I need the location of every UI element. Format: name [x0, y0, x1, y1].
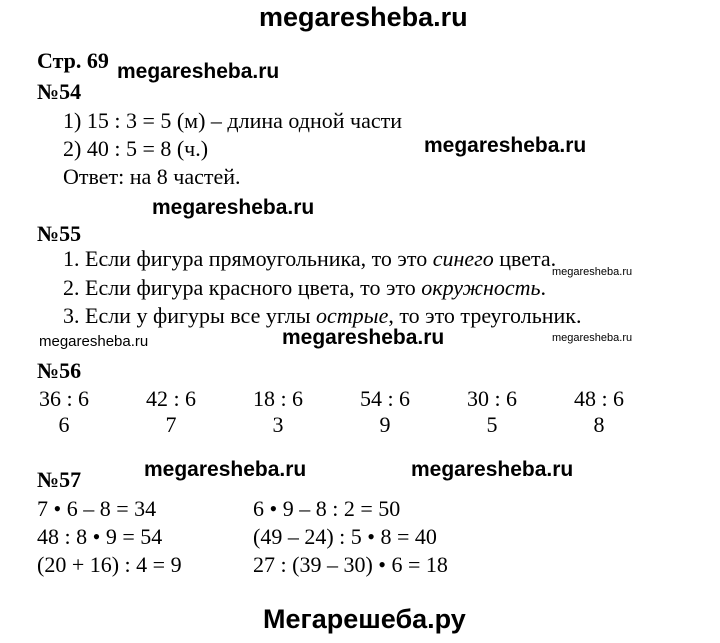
- watermark-ex55-right-2: megaresheba.ru: [552, 332, 633, 344]
- ex56-expr-1: 36 : 6: [38, 386, 90, 411]
- watermark-ex55-right-1: megaresheba.ru: [552, 266, 633, 278]
- watermark-ex57-b: megaresheba.ru: [411, 458, 574, 481]
- ex56-expr-2: 42 : 6: [145, 386, 197, 411]
- ex57-title: №57: [37, 467, 82, 492]
- ex56-result-1: 6: [58, 412, 70, 437]
- watermark-ex57-a: megaresheba.ru: [144, 458, 307, 481]
- ex57-left-3: (20 + 16) : 4 = 9: [37, 552, 182, 577]
- ex56-expr-3: 18 : 6: [252, 386, 304, 411]
- page-label: Стр. 69: [37, 48, 109, 73]
- ex55-item1: 1. Если фигура прямоугольника, то это синего цвета.: [63, 246, 557, 271]
- ex55-title: №55: [37, 221, 82, 246]
- ex54-answer: Ответ: на 8 частей.: [63, 164, 241, 189]
- ex57-right-1: 6 • 9 – 8 : 2 = 50: [253, 496, 401, 521]
- ex55-item2: 2. Если фигура красного цвета, то это окружность.: [63, 275, 547, 300]
- watermark-ex55-center: megaresheba.ru: [282, 326, 445, 349]
- watermark-bottom: Мегарешеба.ру: [263, 604, 466, 634]
- watermark-after-ex54: megaresheba.ru: [152, 196, 315, 219]
- ex56-result-3: 3: [272, 412, 284, 437]
- watermark-top: megaresheba.ru: [259, 2, 468, 32]
- ex56-result-2: 7: [165, 412, 177, 437]
- watermark-ex54-right: megaresheba.ru: [424, 134, 587, 157]
- ex56-result-5: 5: [486, 412, 498, 437]
- watermark-ex55-left: megaresheba.ru: [39, 333, 149, 350]
- ex54-line1: 1) 15 : 3 = 5 (м) – длина одной части: [63, 108, 402, 133]
- ex57-right-3: 27 : (39 – 30) • 6 = 18: [253, 552, 448, 577]
- ex57-right-2: (49 – 24) : 5 • 8 = 40: [253, 524, 437, 549]
- ex55-item3: 3. Если у фигуры все углы острые, то это треугольник.: [63, 303, 582, 328]
- watermark-header: megaresheba.ru: [117, 60, 280, 83]
- ex57-left-2: 48 : 8 • 9 = 54: [37, 524, 163, 549]
- ex57-left-1: 7 • 6 – 8 = 34: [37, 496, 157, 521]
- ex56-result-4: 9: [379, 412, 391, 437]
- ex54-title: №54: [37, 79, 82, 104]
- ex56-expr-4: 54 : 6: [359, 386, 411, 411]
- ex56-expr-5: 30 : 6: [466, 386, 518, 411]
- ex54-line2: 2) 40 : 5 = 8 (ч.): [63, 136, 209, 161]
- ex56-title: №56: [37, 358, 82, 383]
- ex56-result-6: 8: [593, 412, 605, 437]
- ex56-expr-6: 48 : 6: [573, 386, 625, 411]
